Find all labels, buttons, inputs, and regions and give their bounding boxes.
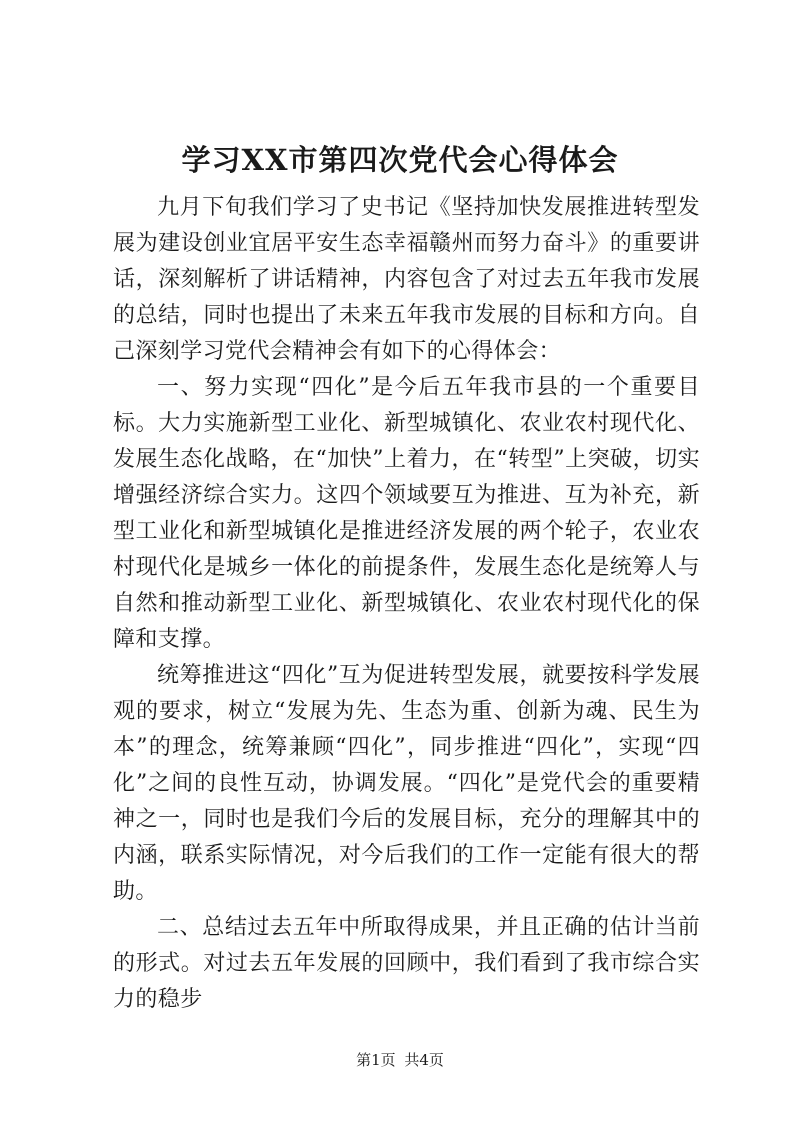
document-body (113, 190, 700, 1018)
paragraph-four-modernizations: 一、努力实现“四化”是今后五年我市县的一个重要目标。大力实施新型工业化、新型城镇化、农业农村现代化、发展生态化战略，在“加快”上着力，在“转型”上突破，切实增强经济综合实力。这四个领域要互为推进、互为补充，新型工业化和新型城镇化是推进经济发展的两个轮子，农业农村现代化是城乡一体化的前提条件，发展生态化是统筹人与自然和推动新型工业化、新型城镇化、农业农村现代化的保障和支撑。 (113, 375, 700, 652)
paragraph-five-year-review: 二、总结过去五年中所取得成果，并且正确的估计当前的形式。对过去五年发展的回顾中，我们看到了我市综合实力的稳步 (113, 915, 700, 1012)
page-number: 第1页 (356, 1051, 396, 1069)
paragraph-coordinated-development: 统筹推进这“四化”互为促进转型发展，就要按科学发展观的要求，树立“发展为先、生态为重、创新为魂、民生为本”的理念，统筹兼顾“四化”，同步推进“四化”，实现“四化”之间的良性互动，协调发展。“四化”是党代会的重要精神之一，同时也是我们今后的发展目标，充分的理解其中的内涵，联系实际情况，对今后我们的工作一定能有很大的帮助。 (113, 663, 700, 904)
page-footer (0, 1049, 800, 1071)
paragraph-intro: 九月下旬我们学习了史书记《坚持加快发展推进转型发展为建设创业宜居平安生态幸福赣州而努力奋斗》的重要讲话，深刻解析了讲话精神，内容包含了对过去五年我市发展的总结，同时也提出了未来五年我市发展的目标和方向。自己深刻学习党代会精神会有如下的心得体会： (113, 195, 700, 364)
page-total: 共4页 (404, 1051, 444, 1069)
document-title: 学习XX市第四次党代会心得体会 (181, 143, 619, 177)
